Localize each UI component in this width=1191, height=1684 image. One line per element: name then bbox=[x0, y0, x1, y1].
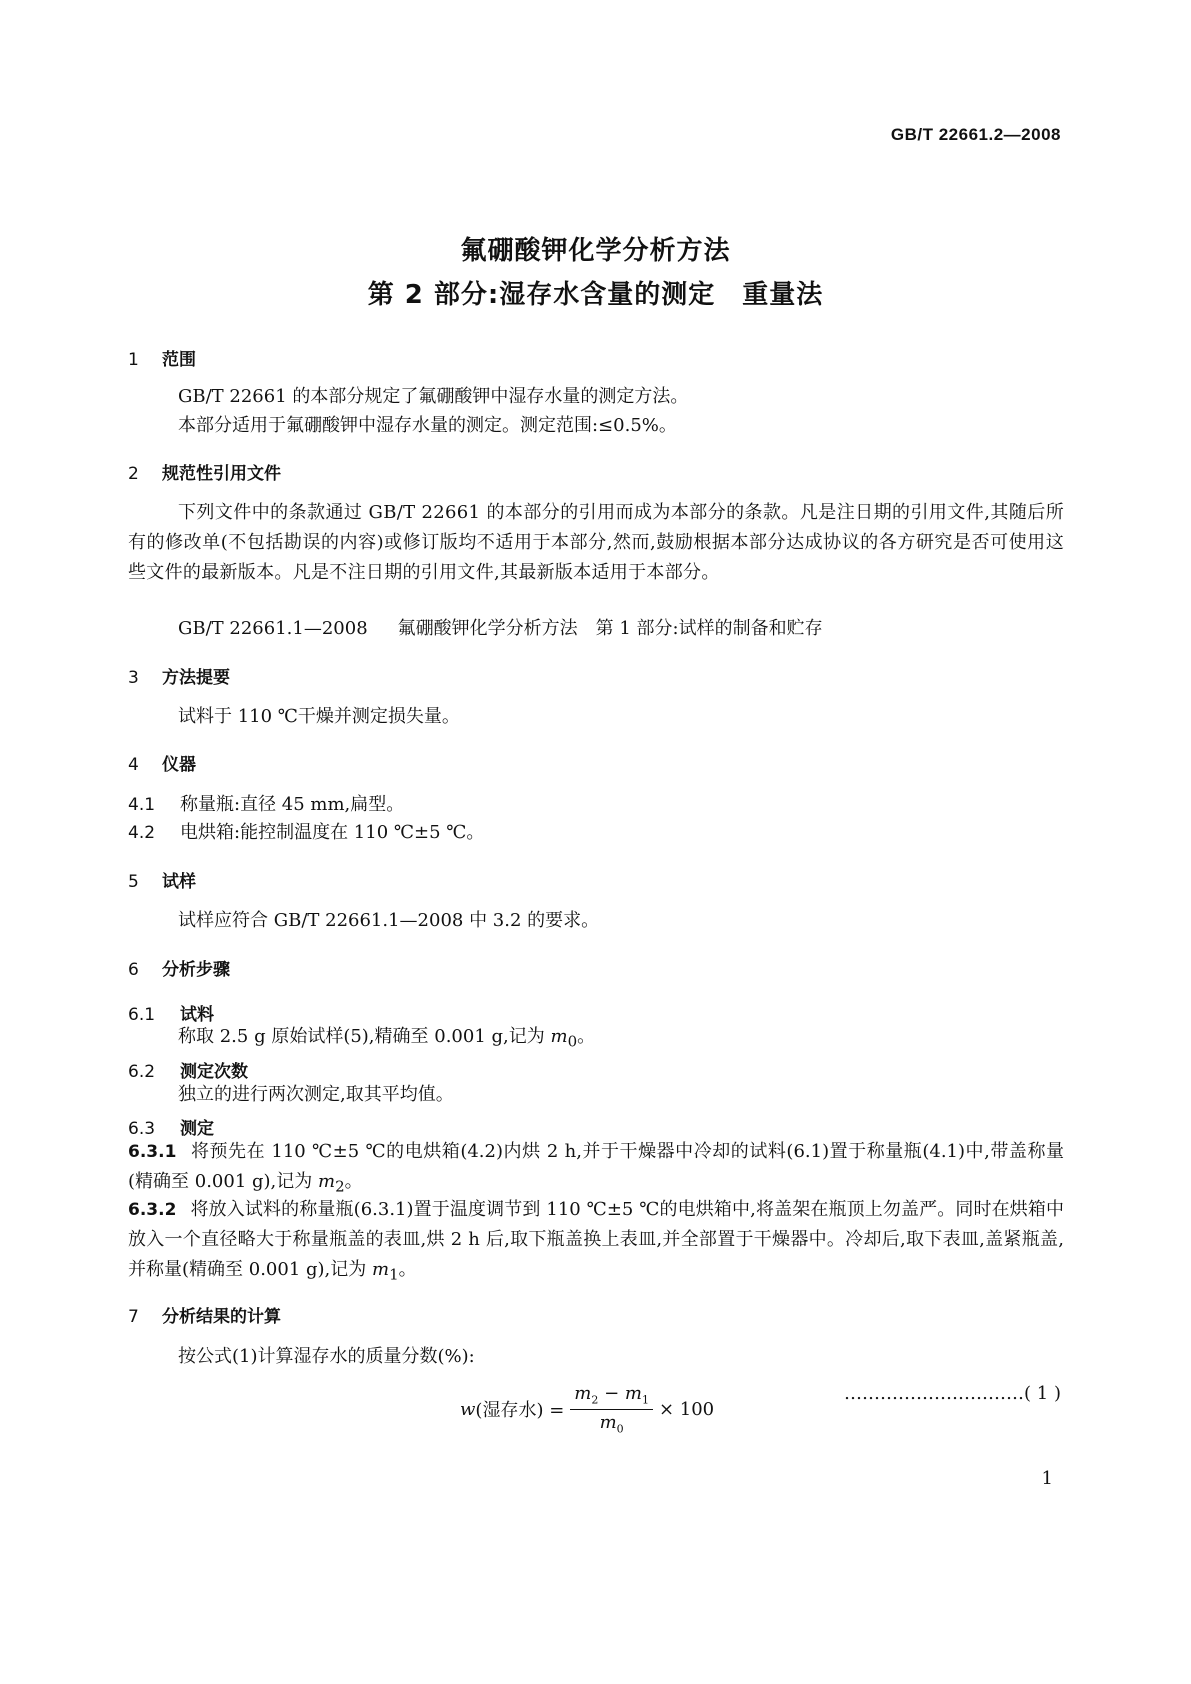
section-number: 7 bbox=[128, 1307, 139, 1327]
section-number: 4 bbox=[128, 755, 139, 775]
formula-number: …………………………( 1 ) bbox=[844, 1383, 1061, 1404]
section-3-heading bbox=[128, 663, 230, 688]
section-title: 仪器 bbox=[162, 755, 196, 775]
clause-number: 6.3.2 bbox=[128, 1200, 177, 1220]
normative-reference bbox=[178, 614, 1064, 644]
section-1-heading bbox=[128, 345, 196, 370]
standard-number: GB/T 22661.2—2008 bbox=[890, 125, 1061, 144]
section-4-heading bbox=[128, 750, 196, 775]
formula-1 bbox=[460, 1383, 714, 1435]
subsection-6-3-heading bbox=[128, 1114, 214, 1139]
formula-denominator: $m_0$ bbox=[599, 1411, 624, 1436]
section-7-heading bbox=[128, 1302, 281, 1327]
formula-numerator: $m_2 - m_1$ bbox=[570, 1383, 653, 1410]
section-1-para-2: 本部分适用于氟硼酸钾中湿存水量的测定。测定范围:≤0.5%。 bbox=[178, 415, 677, 436]
reference-title: 氟硼酸钾化学分析方法 第 1 部分:试样的制备和贮存 bbox=[397, 618, 823, 639]
item-number: 4.1 bbox=[128, 795, 156, 815]
section-title: 试样 bbox=[162, 872, 196, 892]
item-text: 称量瓶:直径 45 mm,扁型。 bbox=[180, 794, 405, 815]
section-title: 分析结果的计算 bbox=[162, 1307, 281, 1327]
subsection-number: 6.1 bbox=[128, 1005, 156, 1025]
item-4-1 bbox=[128, 790, 1064, 820]
section-1-para-1: GB/T 22661 的本部分规定了氟硼酸钾中湿存水量的测定方法。 bbox=[178, 386, 689, 407]
item-4-2 bbox=[128, 818, 1064, 848]
section-number: 5 bbox=[128, 872, 139, 892]
section-number: 1 bbox=[128, 350, 139, 370]
clause-6-3-1: 6.3.1 将预先在 110 ℃±5 ℃的电烘箱(4.2)内烘 2 h,并于干燥器中冷却的试料(6.1)置于称量瓶(4.1)中,带盖称量(精确至 0.001 g),记为 $m_2$。 bbox=[128, 1141, 1064, 1196]
section-number: 6 bbox=[128, 960, 139, 980]
subsection-6-2-heading bbox=[128, 1057, 248, 1082]
section-title: 范围 bbox=[162, 350, 196, 370]
item-number: 4.2 bbox=[128, 823, 156, 843]
section-7-para-1: 按公式(1)计算湿存水的质量分数(%): bbox=[178, 1346, 475, 1367]
subsection-6-2-text: 独立的进行两次测定,取其平均值。 bbox=[178, 1084, 454, 1105]
section-title: 分析步骤 bbox=[162, 960, 230, 980]
section-title: 规范性引用文件 bbox=[162, 464, 281, 484]
formula-lhs-text: (湿存水) = bbox=[475, 1400, 565, 1422]
subsection-number: 6.2 bbox=[128, 1062, 156, 1082]
section-2-heading bbox=[128, 459, 281, 484]
section-number: 2 bbox=[128, 464, 139, 484]
subsection-title: 测定次数 bbox=[180, 1062, 248, 1082]
title-line-1: 氟硼酸钾化学分析方法 bbox=[460, 236, 731, 266]
reference-code: GB/T 22661.1—2008 bbox=[178, 618, 368, 639]
section-5-heading bbox=[128, 867, 196, 892]
subsection-title: 试料 bbox=[180, 1005, 214, 1025]
clause-6-3-2: 6.3.2 将放入试料的称量瓶(6.3.1)置于温度调节到 110 ℃±5 ℃的电烘箱中,将盖架在瓶顶上勿盖严。同时在烘箱中放入一个直径略大于称量瓶盖的表皿,烘 2 h 后,取下瓶盖换上表皿,并全部置于干燥器中。冷却后,取下表皿,盖紧瓶盖,并称量(精确至 0.001 g),记为 $m_1$。 bbox=[128, 1199, 1064, 1284]
formula-tail: × 100 bbox=[658, 1398, 715, 1420]
section-number: 3 bbox=[128, 668, 139, 688]
formula-fraction bbox=[570, 1383, 653, 1435]
formula-lhs-var: w bbox=[460, 1398, 476, 1420]
subsection-title: 测定 bbox=[180, 1119, 214, 1139]
title-line-2: 第 2 部分:湿存水含量的测定 重量法 bbox=[367, 280, 824, 310]
section-6-heading bbox=[128, 955, 230, 980]
section-5-para-1: 试样应符合 GB/T 22661.1—2008 中 3.2 的要求。 bbox=[178, 910, 600, 931]
item-text: 电烘箱:能控制温度在 110 ℃±5 ℃。 bbox=[180, 822, 485, 843]
page-number: 1 bbox=[1041, 1468, 1053, 1489]
section-2-para-1: 下列文件中的条款通过 GB/T 22661 的本部分的引用而成为本部分的条款。凡是注日期的引用文件,其随后所有的修改单(不包括勘误的内容)或修订版均不适用于本部分,然而,鼓励根据本部分达成协议的各方研究是否可使用这些文件的最新版本。凡是不注日期的引用文件,其最新版本适用于本部分。 bbox=[128, 502, 1064, 583]
subsection-6-1-text: 称取 2.5 g 原始试样(5),精确至 0.001 g,记为 $m_0$。 bbox=[178, 1026, 596, 1051]
section-3-para-1: 试料于 110 ℃干燥并测定损失量。 bbox=[178, 706, 460, 727]
clause-number: 6.3.1 bbox=[128, 1142, 177, 1162]
subsection-number: 6.3 bbox=[128, 1119, 156, 1139]
section-title: 方法提要 bbox=[162, 668, 230, 688]
